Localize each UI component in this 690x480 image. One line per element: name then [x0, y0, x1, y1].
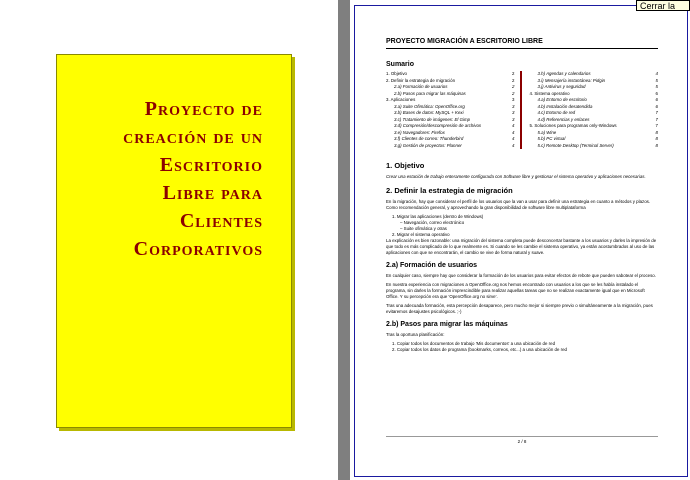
toc-entry-page: 4: [512, 123, 515, 128]
section-2b-title: 2.b) Pasos para migrar las máquinas: [386, 321, 508, 328]
section-2a-text: En cualquier caso, siempre hay que considerar la formación de los usuarios para evitar efectos de rebote que pueden sabotear el proceso.: [386, 273, 656, 278]
toc-entry[interactable]: [386, 143, 515, 150]
toc-entry-label: 3.e) Navegadores: Firefox: [394, 129, 445, 135]
toc-entry-label: 5. Soluciones para programas only-Windows: [529, 123, 617, 128]
list-item: 1. Copiar todos los documentos de trabajo 'Mis documentos' a una ubicación de red: [392, 341, 556, 346]
section-2a-title: 2.a) Formación de usuarios: [386, 262, 478, 269]
cover-title-line: creación de un: [123, 126, 263, 148]
toc-entry-label: 3.h) Agendas y calendarios: [537, 71, 591, 76]
toc-entry-label: 3.a) Suite Ofimática: OpenOffice.org: [394, 103, 465, 109]
section-2a-text: Tras una adecuada formación, esta percepción desaparece, pero mucho mejor si siempre previo o simultáneamente a la migración, pues evitaremos desajustes psicológicos. ;-): [386, 303, 653, 314]
toc-entry-page: 8: [655, 136, 658, 141]
toc-entry-page: 4: [512, 142, 515, 148]
toc-entry-label: 2. Definir la estrategia de migración: [386, 77, 456, 83]
toc-entry-page: 6: [655, 97, 658, 102]
list-item: 2. Migrar el sistema operativo: [392, 232, 450, 237]
toc-entry-page: 6: [655, 103, 658, 109]
toc-entry-label: 5.b) PC virtual: [537, 136, 566, 141]
toc-entry-page: 3: [512, 110, 515, 115]
cover-title-line: Libre para: [162, 182, 263, 204]
toc-entry-page: 7: [655, 123, 658, 128]
toc-entry-label: 5.a) Wine: [537, 129, 557, 135]
section-2a-text: En nuestra experiencia con migraciones a OpenOffice.org nos hemos encontrado con usuarios a los que se les había instalado el programa, sin darles la formación imprescindible para realizar aquellas tareas que no se realizan exactamente igual que en Microsoft Office. Y su percepción era que 'OpenOffice.org no sirve'.: [386, 282, 645, 299]
cover-title-line: Proyecto de: [144, 98, 263, 120]
toc-entry-page: 4: [512, 136, 515, 141]
toc-entry-label: 2.a) Formación de usuarios: [394, 84, 448, 89]
page-2-content: [386, 38, 658, 353]
toc-entry-page: 8: [655, 142, 658, 148]
toc-entry-label: 3.d) Compresión/descompresión de archivos: [394, 123, 482, 128]
toc-entry-page: 5: [655, 84, 658, 89]
toc-entry-label: 4.c) Entorno de red: [537, 110, 576, 115]
cover-title: [65, 95, 263, 263]
toc-entry[interactable]: [530, 143, 659, 150]
toc-entry-page: 2: [512, 77, 515, 83]
list-item: 2. Copiar todos los datos de programa (bookmarks, correos, etc...) a una ubicación de red: [392, 347, 567, 352]
toc-entry-label: 4.d) Referencias y enlaces: [537, 116, 590, 122]
toc-entry-label: 3.b) Bases de datos: MySQL + Kexi: [394, 110, 464, 115]
toc-entry-label: 3.j) Antivirus y seguridad: [537, 84, 586, 89]
table-of-contents: [386, 71, 658, 149]
page-number-footer: 2 / 8: [386, 436, 658, 444]
toc-entry-label: 3.f) Clientes de correo: Thunderbird: [394, 136, 464, 141]
toc-entry-page: 5: [655, 77, 658, 83]
toc-left-column: [386, 71, 522, 149]
section-1-text: Crear una estación de trabajo enteramente configurada con Software libre y gestionar el sistema operativo y aplicaciones necesarias.: [386, 174, 646, 179]
toc-entry-label: 1. Objetivo: [386, 71, 407, 76]
page-1: [0, 0, 338, 480]
list-item: 1. Migrar las aplicaciones (dentro de Windows): [392, 214, 484, 219]
cover-title-line: Corporativos: [133, 238, 263, 260]
toc-entry-page: 3: [512, 97, 515, 102]
toc-entry-page: 4: [655, 71, 658, 76]
toc-entry-page: 4: [512, 129, 515, 135]
toc-entry-page: 3: [512, 116, 515, 122]
cover-title-line: Clientes: [179, 210, 263, 232]
section-2-explanation: La explicación es bien razonable: una migración del sistema completa puede desconcertar bastante a los usuarios y darles la impresión de que todo es más complicado de lo que realmente es. Si cuando se les cambie el sistema operativo, ya están acostumbrados al uso de las aplicaciones con que se encontrarán, el cambio se vive de forma natural y suave.: [386, 238, 657, 255]
close-tooltip: Cerrar la: [636, 0, 690, 11]
toc-entry-label: 2.b) Pasos para migrar las máquinas: [394, 90, 466, 96]
toc-entry-page: 2: [512, 84, 515, 89]
toc-entry-label: 3.i) Mensajería instantánea: Pidgin: [537, 77, 606, 83]
toc-entry-label: 3.g) Gestión de proyectos: Planner: [394, 142, 462, 148]
toc-entry-label: 4. Sistema operativo: [529, 90, 570, 96]
toc-entry-page: 6: [655, 90, 658, 96]
toc-entry-label: 3. Aplicaciones: [386, 97, 416, 102]
section-1-title: 1. Objetivo: [386, 161, 425, 170]
toc-entry-page: 7: [655, 110, 658, 115]
toc-heading: Sumario: [386, 61, 415, 68]
cover-title-line: Escritorio: [159, 154, 263, 176]
toc-entry-page: 7: [655, 116, 658, 122]
toc-entry-page: 2: [512, 71, 515, 76]
document-header-title: PROYECTO MIGRACIÓN A ESCRITORIO LIBRE: [386, 38, 658, 49]
toc-right-column: [530, 71, 659, 149]
cover-box: [56, 54, 292, 428]
section-2b-text: Tras la oportuna planificación:: [386, 332, 445, 337]
toc-entry-page: 8: [655, 129, 658, 135]
toc-entry-label: 5.c) Remote Desktop (Terminal Server): [537, 142, 614, 148]
section-2-text: En la migración, hay que considerar el perfil de los usuarios que la van a usar para definir una estrategia en cuanto a métodos y plazos. Como recomendación general, y aprovechando la gran disponibilidad de software libre multiplataforma: [386, 199, 651, 210]
list-subitem: – Suite ofimática y otras: [400, 226, 447, 231]
toc-entry-label: 4.a) Entorno de escritorio: [537, 97, 587, 102]
toc-entry-page: 2: [512, 90, 515, 96]
toc-entry-label: 3.c) Tratamiento de imágenes: El Gimp: [394, 116, 471, 122]
toc-entry-label: 4.b) Instalación desatendida: [537, 103, 593, 109]
list-subitem: – Navegación, correo electrónico: [400, 220, 465, 225]
toc-entry-page: 3: [512, 103, 515, 109]
section-2-title: 2. Definir la estrategia de migración: [386, 186, 513, 195]
